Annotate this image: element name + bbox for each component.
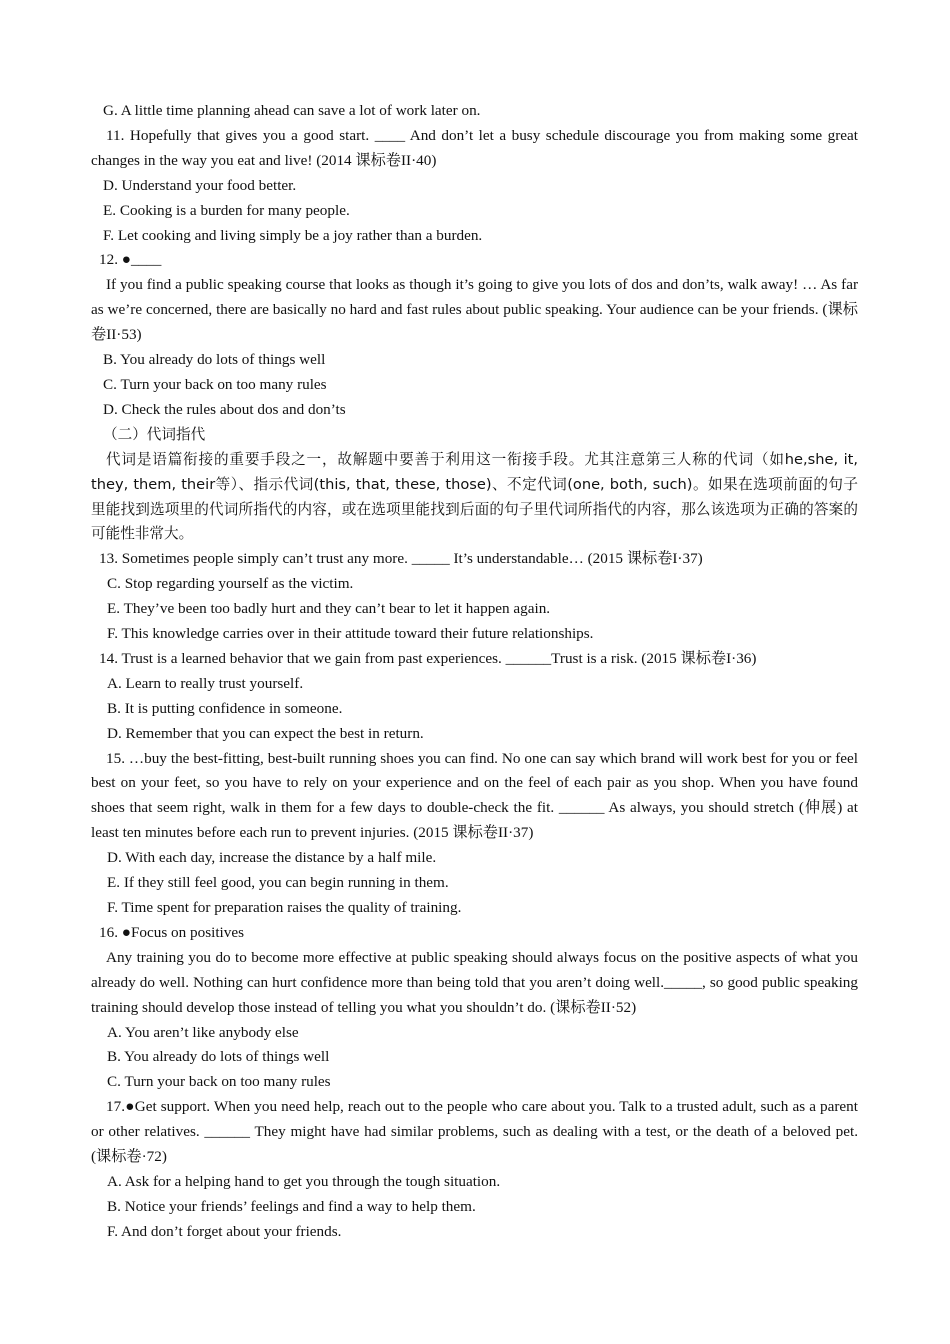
option-b: B. Notice your friends’ feelings and find a way to help them. bbox=[107, 1197, 476, 1215]
option-d: D. Check the rules about dos and don’ts bbox=[103, 400, 346, 418]
option-f: F. This knowledge carries over in their attitude toward their future relationships. bbox=[107, 625, 594, 643]
question-16-passage: Any training you do to become more effective at public speaking should always focus on the positive aspects of what you already do well. Nothing can hurt confidence more than being told that you aren’t doing well._____, so good public speaking training should develop those instead of telling you what you shouldn’t do. (课标卷II·52) bbox=[91, 948, 858, 1016]
option-b: B. You already do lots of things well bbox=[107, 1048, 330, 1066]
option-f: F. Time spent for preparation raises the quality of training. bbox=[107, 899, 462, 916]
question-15: 15. …buy the best-fitting, best-built running shoes you can find. No one can say which brand will work best for you or feel best on your feet, so you have to rely on your experience and on the feel of each pair as you shop. When you have found shoes that seem right, walk in them for a few days to double-check the fit. ______ As always, you should stretch (伸展) at least ten minutes before each run to prevent injuries. (2015 课标卷II·37) bbox=[91, 749, 858, 842]
question-16-heading: 16. ●Focus on positives bbox=[99, 923, 245, 941]
option-c: C. Stop regarding yourself as the victim. bbox=[107, 575, 354, 593]
option-d: D. Remember that you can expect the best in return. bbox=[107, 724, 424, 742]
option-g: G. A little time planning ahead can save a lot of work later on. bbox=[103, 102, 481, 119]
option-c: C. Turn your back on too many rules bbox=[103, 375, 327, 393]
option-b: B. It is putting confidence in someone. bbox=[107, 699, 343, 717]
question-12-passage: If you find a public speaking course that looks as though it’s going to give you lots of dos and don’ts, walk away! … As far as we’re concerned, there are basically no hard and fast rules about public speaking. Your audience can be your friends. (课标卷II·53) bbox=[91, 276, 858, 344]
option-e: E. They’ve been too badly hurt and they can’t bear to let it happen again. bbox=[107, 600, 551, 618]
option-e: E. If they still feel good, you can begin running in them. bbox=[107, 874, 449, 892]
option-e: E. Cooking is a burden for many people. bbox=[103, 201, 350, 219]
section-description: 代词是语篇衔接的重要手段之一，故解题中要善于利用这一衔接手段。尤其注意第三人称的代词（如he,she, it, they, them, their等）、指示代词(this, that, these, those)、不定代词(one, both, such)。如果在选项前面的句子里能找到选项里的代词所指代的内容，或在选项里能找到后面的句子里代词所指代的内容，那么该选项为正确的答案的可能性非常大。 bbox=[91, 450, 858, 543]
section-title: （二）代词指代 bbox=[103, 425, 206, 443]
question-12-heading: 12. ●____ bbox=[99, 251, 162, 269]
option-b: B. You already do lots of things well bbox=[103, 351, 326, 369]
question-13: 13. Sometimes people simply can’t trust any more. _____ It’s understandable… (2015 课标卷I·37) bbox=[99, 550, 703, 568]
option-c: C. Turn your back on too many rules bbox=[107, 1073, 331, 1091]
document-page bbox=[91, 99, 858, 1245]
option-f: F. Let cooking and living simply be a joy rather than a burden. bbox=[103, 226, 483, 244]
question-17: 17.●Get support. When you need help, reach out to the people who care about you. Talk to a trusted adult, such as a parent or other relatives. ______ They might have had similar problems, such as dealing with a test, or the death of a beloved pet. (课标卷·72) bbox=[91, 1098, 858, 1166]
option-d: D. Understand your food better. bbox=[103, 176, 297, 194]
option-a: A. Learn to really trust yourself. bbox=[107, 674, 304, 692]
option-f: F. And don’t forget about your friends. bbox=[107, 1222, 342, 1240]
option-a: A. You aren’t like anybody else bbox=[107, 1023, 299, 1041]
option-d: D. With each day, increase the distance by a half mile. bbox=[107, 849, 437, 867]
option-a: A. Ask for a helping hand to get you through the tough situation. bbox=[107, 1172, 501, 1190]
question-14: 14. Trust is a learned behavior that we gain from past experiences. ______Trust is a risk. (2015 课标卷I·36) bbox=[99, 649, 757, 667]
question-11: 11. Hopefully that gives you a good start. ____ And don’t let a busy schedule discourage you from making some great changes in the way you eat and live! (2014 课标卷II·40) bbox=[91, 126, 858, 169]
